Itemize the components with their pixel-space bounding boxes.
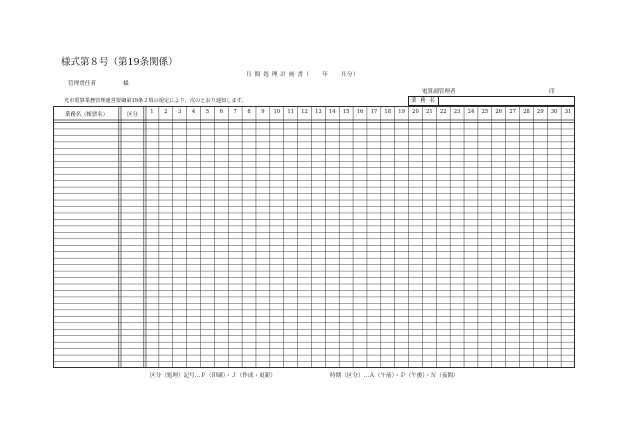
day-header-22: 22 — [439, 109, 447, 115]
day-header-20: 20 — [412, 109, 419, 115]
day-header-8: 8 — [247, 109, 251, 115]
day-header-31: 31 — [564, 109, 572, 115]
day-header-3: 3 — [178, 109, 182, 115]
timing-legend: 時期（区分）…Ａ（午前）・Ｐ（午後）・Ｎ（夜間） — [330, 373, 459, 379]
day-header-30: 30 — [550, 109, 558, 115]
day-header-15: 15 — [342, 109, 350, 115]
document-title: 月 間 処 理 計 画 書（ 年 月分） — [246, 72, 360, 78]
day-header-19: 19 — [398, 109, 405, 115]
day-header-2: 2 — [164, 109, 168, 115]
deputy-manager-label: 電算副管理者 — [422, 89, 456, 95]
notice-text: 光市電算業務管理運営要綱第19条２項の規定により，次のとおり通知します。 — [64, 98, 247, 104]
day-header-17: 17 — [370, 109, 378, 115]
day-header-5: 5 — [205, 109, 210, 115]
day-header-21: 21 — [426, 109, 433, 115]
business-name-box — [408, 96, 575, 106]
form-number: 様式第８号（第19条関係） — [61, 57, 178, 68]
business-name-label: 業 務 名 — [409, 97, 439, 105]
day-header-28: 28 — [523, 109, 530, 115]
honorific: 様 — [123, 81, 129, 87]
day-header-13: 13 — [315, 109, 322, 115]
day-header-18: 18 — [384, 109, 392, 115]
day-header-27: 27 — [509, 109, 516, 115]
day-header-16: 16 — [356, 109, 364, 115]
schedule-grid — [53, 106, 575, 368]
day-header-10: 10 — [273, 109, 281, 115]
day-header-24: 24 — [467, 109, 475, 115]
day-header-23: 23 — [453, 109, 461, 115]
column-header-category: 区分 — [127, 112, 138, 118]
category-legend: 区分（処理）記号…Ｐ（印刷）・Ｊ（作成・更新） — [150, 373, 276, 379]
business-name-field[interactable] — [440, 97, 574, 105]
manager-label: 管理責任者 — [68, 81, 96, 87]
day-header-9: 9 — [261, 109, 265, 115]
seal-label: 印 — [549, 89, 555, 95]
day-header-1: 1 — [150, 109, 154, 115]
day-header-11: 11 — [287, 109, 294, 115]
day-header-7: 7 — [233, 109, 237, 115]
column-header-business: 業務名（帳票名） — [64, 112, 109, 118]
day-header-14: 14 — [328, 109, 336, 115]
day-header-26: 26 — [495, 109, 503, 115]
day-header-29: 29 — [537, 109, 544, 115]
day-header-12: 12 — [301, 109, 308, 115]
day-header-25: 25 — [481, 109, 489, 115]
day-header-4: 4 — [191, 109, 196, 115]
day-header-6: 6 — [219, 109, 223, 115]
